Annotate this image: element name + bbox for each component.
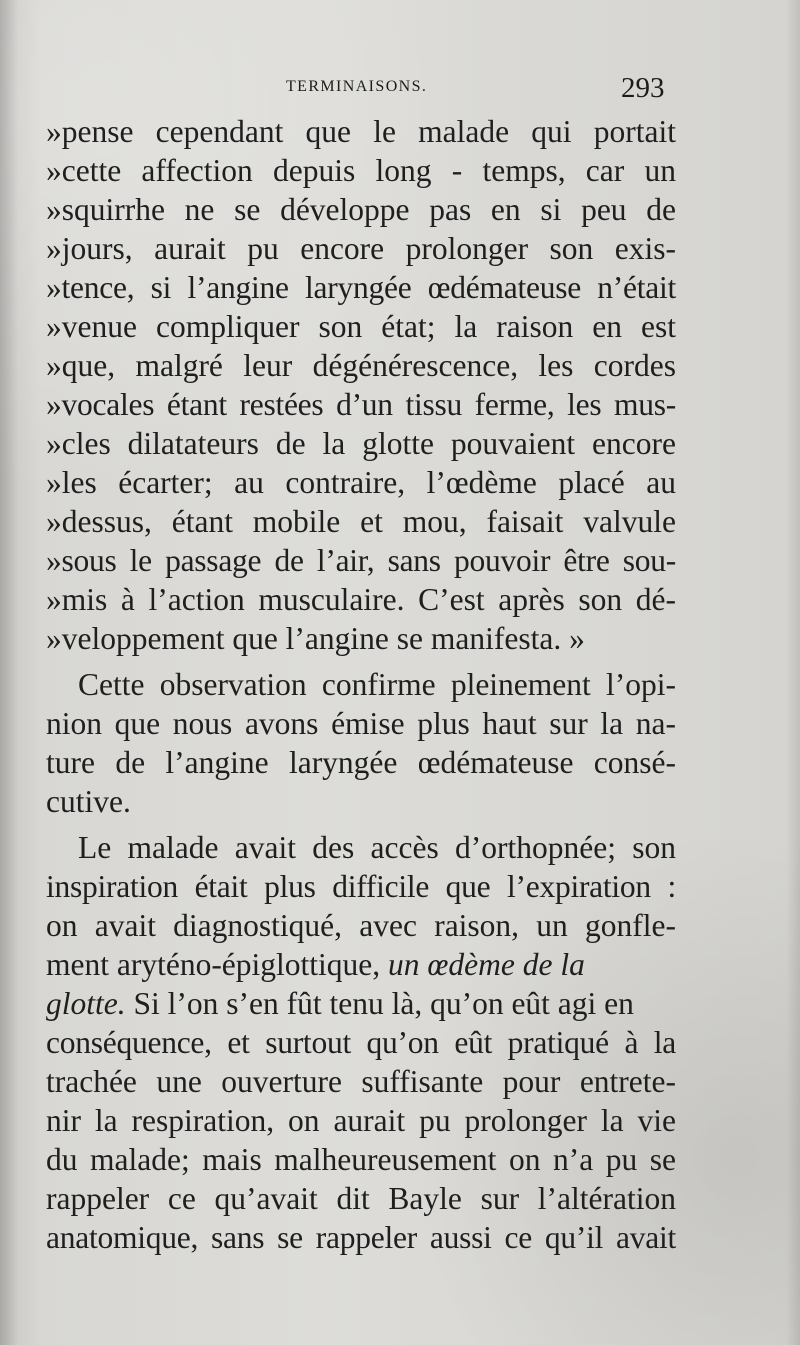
text-line-23 (46, 984, 676, 1023)
running-title: TERMINAISONS. (286, 78, 428, 95)
text-line-22 (46, 945, 676, 984)
text-line-21: on avait diagnostiqué, avec raison, un gonfle- (46, 908, 676, 943)
text-line-7: »que, malgré leur dégénérescence, les cordes (46, 348, 676, 383)
text-line-13: »mis à l’action musculaire. C’est après son dé- (46, 582, 676, 617)
main-text (46, 112, 676, 1262)
text-line-22-roman: ment aryténo-épiglottique, (46, 947, 389, 982)
text-line-15: Cette observation confirme pleinement l’opi- (78, 667, 676, 702)
text-line-23-roman: Si l’on s’en fût tenu là, qu’on eût agi en (125, 986, 634, 1021)
text-line-17: ture de l’angine laryngée œdémateuse consé- (46, 745, 676, 780)
text-line-10: »les écarter; au contraire, l’œdème placé au (46, 465, 676, 500)
page-gutter-shadow (0, 0, 18, 1345)
text-line-12: »sous le passage de l’air, sans pouvoir être sou- (46, 543, 676, 578)
text-line-27: du malade; mais malheureusement on n’a pu se (46, 1142, 676, 1177)
text-line-9: »cles dilatateurs de la glotte pouvaient encore (46, 426, 676, 461)
text-line-6: »venue compliquer son état; la raison en est (46, 309, 676, 344)
text-line-26: nir la respiration, on aurait pu prolonger la vie (46, 1103, 676, 1138)
text-line-14: »veloppement que l’angine se manifesta. » (46, 621, 585, 656)
text-line-25: trachée une ouverture suffisante pour entrete- (46, 1064, 676, 1099)
text-line-5: »tence, si l’angine laryngée œdémateuse n’était (46, 270, 676, 305)
page-edge-shadow (786, 0, 800, 1345)
text-line-2: »cette affection depuis long - temps, car un (46, 153, 676, 188)
text-line-3: »squirrhe ne se développe pas en si peu de (46, 192, 676, 227)
page-number: 293 (621, 72, 665, 104)
text-line-20: inspiration était plus difficile que l’expiration : (46, 869, 676, 904)
text-line-1: »pense cependant que le malade qui portait (46, 114, 676, 149)
text-line-24: conséquence, et surtout qu’on eût pratiqué à la (46, 1025, 676, 1060)
text-line-19: Le malade avait des accès d’orthopnée; son (78, 830, 676, 865)
text-line-18: cutive. (46, 784, 131, 819)
text-line-28: rappeler ce qu’avait dit Bayle sur l’altération (46, 1181, 676, 1216)
text-line-11: »dessus, étant mobile et mou, faisait valvule (46, 504, 676, 539)
text-line-22-italic: un œdème de la (388, 947, 585, 982)
text-line-16: nion que nous avons émise plus haut sur la na- (46, 706, 676, 741)
text-line-23-italic: glotte. (46, 986, 126, 1021)
text-line-8: »vocales étant restées d’un tissu ferme, les mus- (46, 387, 676, 422)
text-line-29: anatomique, sans se rappeler aussi ce qu’il avait (46, 1220, 676, 1255)
text-line-4: »jours, aurait pu encore prolonger son exis- (46, 231, 676, 266)
